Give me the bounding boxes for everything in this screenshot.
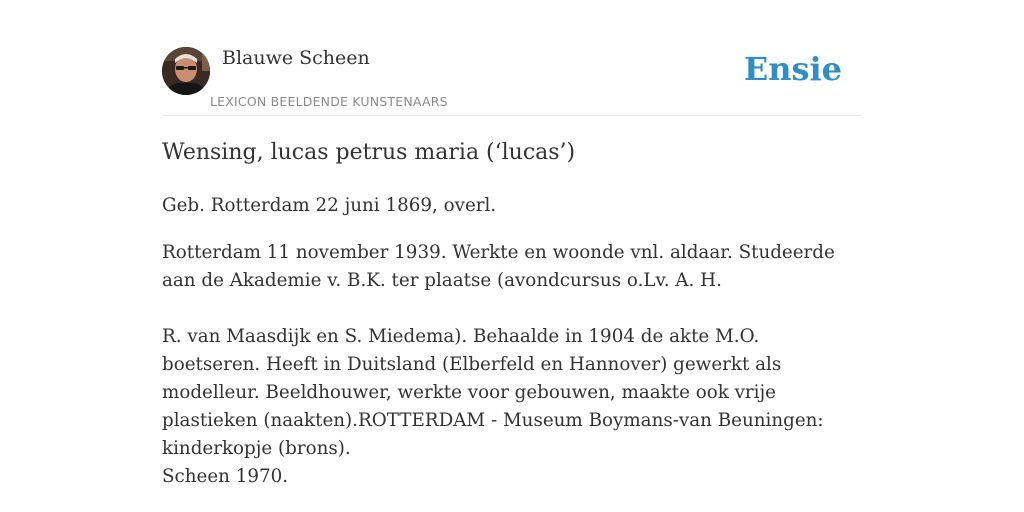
header xyxy=(162,44,862,116)
article-paragraph-3: R. van Maasdijk en S. Miedema). Behaalde in 1904 de akte M.O. boetseren. Heeft in Duitsland (Elberfeld en Hannover) gewerkt als modelleur. Beeldhouwer, werkte voor gebouwen, maakte ook vrije plastieken (naakten).ROTTERDAM - Museum Boymans-van Beuningen: kinderkopje (brons). xyxy=(162,326,824,459)
article-paragraph-1: Geb. Rotterdam 22 juni 1869, overl. xyxy=(162,195,497,216)
article-paragraph-4: Scheen 1970. xyxy=(162,466,289,487)
category-label[interactable]: LEXICON BEELDENDE KUNSTENAARS xyxy=(210,94,448,109)
article-paragraph-2: Rotterdam 11 november 1939. Werkte en woonde vnl. aldaar. Studeerde aan de Akademie v. B.K. ter plaatse (avondcursus o.Lv. A. H. xyxy=(162,242,835,291)
page-title: Wensing, lucas petrus maria (‘lucas’) xyxy=(162,140,576,165)
author-name[interactable]: Blauwe Scheen xyxy=(222,47,370,69)
ensie-logo[interactable]: Ensie xyxy=(743,50,842,88)
avatar-image xyxy=(162,47,210,95)
avatar[interactable] xyxy=(162,47,210,95)
